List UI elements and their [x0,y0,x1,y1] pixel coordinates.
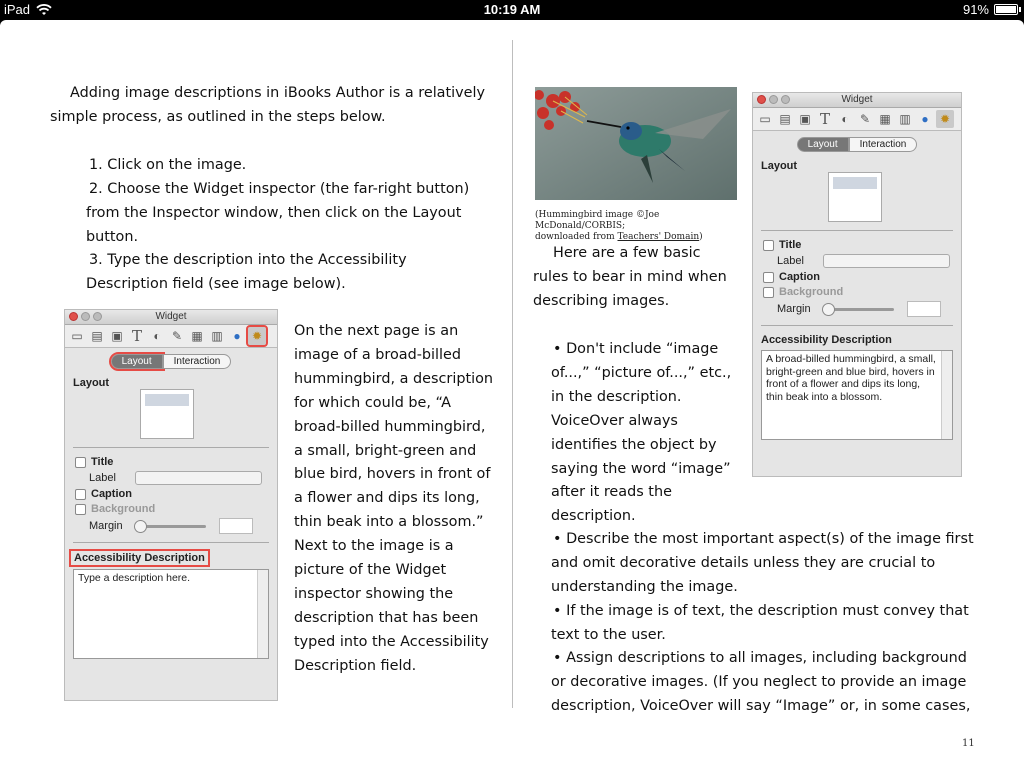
rule-bullet-3: • If the image is of text, the description must convey that text to the user. [551,603,969,643]
zoom-dot-icon [781,95,790,104]
background-label: Background [91,503,156,515]
pencil-icon: ✎ [171,329,183,343]
bullet-dot-icon: • [553,650,567,666]
background-label-right: Background [779,286,844,298]
intro-paragraph: Adding image descriptions in iBooks Author is a relatively simple process, as outlined in the steps below. [50,85,486,125]
step-1: 1. Click on the image. [89,157,247,173]
widget-title: Widget [155,311,187,322]
accessibility-description-label: Accessibility Description [71,551,208,565]
caption-checkbox-right [763,272,774,283]
label-label-right: Label [777,255,804,267]
caption-line-2: downloaded from Teachers' Domain) [535,232,703,242]
widget-inspector-screenshot-right [752,92,962,477]
device-label: iPad [4,2,31,17]
page-icon: ▣ [111,329,123,343]
bullet-dot-icon: • [553,531,567,547]
minimize-dot-icon [769,95,778,104]
table-icon: ▦ [191,329,203,343]
caption-label: Caption [91,488,132,500]
link-icon: ● [921,112,929,126]
caption-checkbox [75,489,86,500]
margin-value-box [219,518,253,534]
rules-intro-paragraph: Here are a few basic rules to bear in mind when describing images. [533,245,727,309]
widget-titlebar-right [753,93,961,108]
page-icon: ▣ [799,112,811,126]
title-checkbox [75,457,86,468]
layout-section-label: Layout [73,377,110,389]
status-bar [0,0,1024,20]
text-icon: T [131,327,142,345]
margin-slider [136,525,206,528]
widget-title-right: Widget [841,94,873,105]
background-checkbox [75,504,86,515]
layout-tab-right: Layout [797,137,849,152]
step-3: 3. Type the description into the Accessibility Description field (see image below). [86,252,407,292]
column-divider [512,40,513,708]
margin-label-right: Margin [777,303,811,315]
layout-interaction-toggle [65,354,277,369]
chart-icon: ▥ [899,112,911,126]
layout-thumbnail [140,389,194,439]
page-number: 11 [962,738,975,749]
battery-percent: 91% [962,2,989,17]
image-credit-caption [535,210,745,243]
widget-inspector-icon: ✹ [248,327,266,345]
rule-bullet-2: • Describe the most important aspect(s) of the image first and omit decorative details unless they are crucial to understanding the image. [551,531,974,595]
text-icon: T [819,110,830,128]
zoom-dot-icon [93,312,102,321]
rule-bullet-1: • Don't include “image of...,” “picture of...,” etc., in the description. VoiceOver always identifies the object by saying the word “image” after it reads the description. [551,341,732,525]
battery-icon [994,4,1018,15]
label-label: Label [89,472,116,484]
layout-interaction-toggle-right [753,137,961,152]
accessibility-description-field-right: A broad-billed hummingbird, a small, bright-green and blue bird, hovers in front of a flower and dips its long, thin beak into a blossom. [761,350,953,440]
background-checkbox-right [763,287,774,298]
table-icon: ▦ [879,112,891,126]
interaction-tab: Interaction [163,354,232,369]
minimize-dot-icon [81,312,90,321]
widget-inspector-screenshot [64,309,278,701]
title-label: Title [91,456,114,468]
layout-tab: Layout [111,354,163,369]
layout-section-label-right: Layout [761,160,798,172]
step-2: 2. Choose the Widget inspector (the far-right button) from the Inspector window, then click on the Layout button. [86,181,470,245]
shapes-icon: ◐ [841,112,849,126]
chart-icon: ▥ [211,329,223,343]
widget-explanation-paragraph: On the next page is an image of a broad-billed hummingbird, a description for which could be, “A broad-billed hummingbird, a small, bright-green and blue bird, hovers in front of a flower and dips its long, thin beak into a blossom.” Next to the image is a picture of the Widget inspector showing the description that has been typed into the Accessibility Description field. [294,323,494,674]
widget-titlebar [65,310,277,325]
document-icon: ▭ [71,329,83,343]
widget-inspector-icon: ✹ [936,110,954,128]
accessibility-description-field: Type a description here. [73,569,269,659]
caption-label-right: Caption [779,271,820,283]
close-dot-icon [69,312,78,321]
layout-list-icon: ▤ [779,112,791,126]
bullet-dot-icon: • [553,341,567,357]
title-label-right: Title [779,239,802,251]
accessibility-description-label-right: Accessibility Description [761,334,892,346]
interaction-tab-right: Interaction [849,137,918,152]
hummingbird-image [535,87,737,200]
margin-value-box-right [907,301,941,317]
rule-bullet-4: • Assign descriptions to all images, including background or decorative images. (If you neglect to provide an image description, VoiceOver will say “Image” or, in some cases, [551,650,971,714]
label-dropdown [135,471,262,485]
document-icon: ▭ [759,112,771,126]
pencil-icon: ✎ [859,112,871,126]
close-dot-icon [757,95,766,104]
bullet-dot-icon: • [553,603,567,619]
shapes-icon: ◐ [153,329,161,343]
margin-slider-right [824,308,894,311]
teachers-domain-link[interactable]: Teachers' Domain [617,232,700,242]
layout-thumbnail-right [828,172,882,222]
link-icon: ● [233,329,241,343]
inspector-toolbar-right [753,108,961,131]
clock: 10:19 AM [483,2,541,17]
layout-list-icon: ▤ [91,329,103,343]
title-checkbox-right [763,240,774,251]
inspector-toolbar [65,325,277,348]
label-dropdown-right [823,254,950,268]
caption-line-1: (Hummingbird image ©Joe McDonald/CORBIS; [535,210,660,231]
margin-label: Margin [89,520,123,532]
